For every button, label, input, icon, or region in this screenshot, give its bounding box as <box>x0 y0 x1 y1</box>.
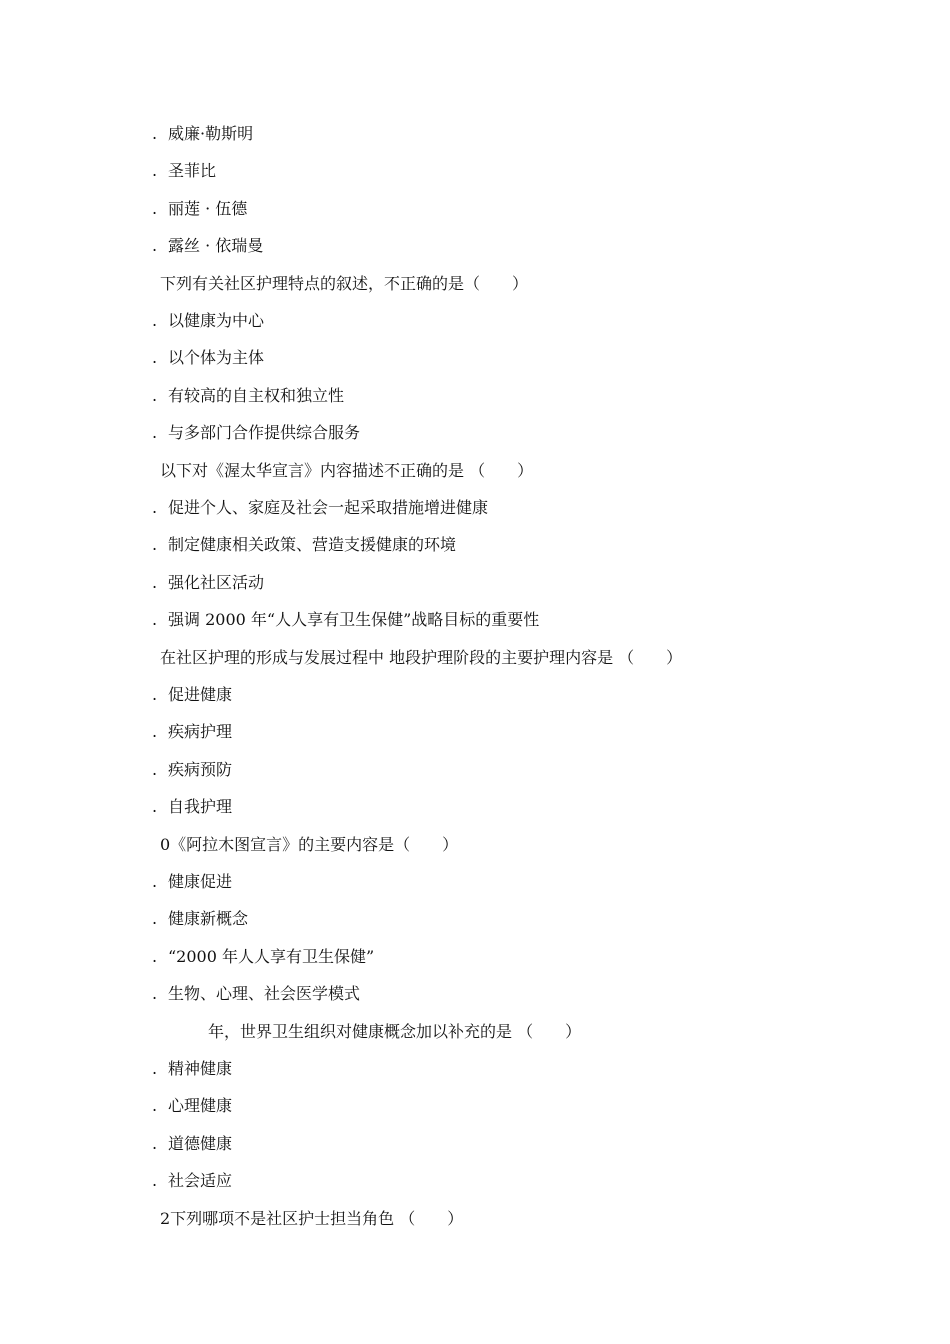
question-text: 0《阿拉木图宣言》的主要内容是（ ） <box>160 834 459 854</box>
option-item <box>152 311 264 331</box>
option-bullet: . <box>152 722 158 742</box>
option-bullet: . <box>152 124 158 143</box>
option-text: 与多部门合作提供综合服务 <box>168 423 361 443</box>
option-bullet: . <box>152 535 158 555</box>
option-text: 精神健康 <box>168 1059 233 1078</box>
option-bullet: . <box>152 161 158 181</box>
option-text: 社会适应 <box>168 1171 233 1191</box>
option-bullet: . <box>152 572 158 592</box>
option-text: 疾病预防 <box>168 759 233 779</box>
option-text: 道德健康 <box>168 1133 233 1153</box>
option-text: “2000 年人人享有卫生保健” <box>168 946 375 966</box>
option-item <box>152 947 374 967</box>
option-text: 以个体为主体 <box>168 348 265 368</box>
option-text: 促进个人、家庭及社会一起采取措施增进健康 <box>168 498 489 517</box>
question-text: 2下列哪项不是社区护士担当角色 （ ） <box>160 1208 464 1228</box>
option-item <box>152 797 232 817</box>
option-text: 有较高的自主权和独立性 <box>168 385 345 405</box>
option-text: 健康促进 <box>168 872 233 891</box>
option-item <box>152 872 232 892</box>
option-text: 自我护理 <box>168 797 233 817</box>
option-text: 生物、心理、社会医学模式 <box>168 984 361 1004</box>
option-text: 强调 2000 年“人人享有卫生保健”战略目标的重要性 <box>168 610 540 630</box>
option-bullet: . <box>152 498 158 517</box>
option-bullet: . <box>152 946 158 966</box>
option-bullet: . <box>152 759 158 779</box>
option-item <box>152 236 263 256</box>
option-item <box>152 610 539 630</box>
option-item <box>152 685 232 705</box>
option-text: 促进健康 <box>168 685 233 704</box>
option-bullet: . <box>152 610 158 630</box>
option-item <box>152 1171 232 1191</box>
option-text: 制定健康相关政策、营造支援健康的环境 <box>168 535 457 555</box>
option-bullet: . <box>152 909 158 929</box>
option-item <box>152 423 360 443</box>
option-item <box>152 1134 232 1154</box>
question-text: 以下对《渥太华宣言》内容描述不正确的是 （ ） <box>160 460 534 480</box>
option-bullet: . <box>152 797 158 817</box>
option-item <box>152 909 248 929</box>
option-item <box>152 722 232 742</box>
option-bullet: . <box>152 984 158 1004</box>
option-text: 疾病护理 <box>168 722 233 742</box>
option-text: 丽莲 · 伍德 <box>168 198 248 218</box>
option-item <box>152 535 456 555</box>
option-item <box>152 199 247 219</box>
question-text: 下列有关社区护理特点的叙述，不正确的是（ ） <box>160 273 529 293</box>
option-bullet: . <box>152 236 158 256</box>
option-text: 圣菲比 <box>168 161 217 181</box>
question-text: 在社区护理的形成与发展过程中 地段护理阶段的主要护理内容是 （ ） <box>160 647 683 667</box>
option-bullet: . <box>152 385 158 405</box>
option-bullet: . <box>152 1096 158 1116</box>
option-text: 以健康为中心 <box>168 311 265 330</box>
option-item <box>152 124 253 144</box>
option-text: 健康新概念 <box>168 909 249 929</box>
option-item <box>152 1096 232 1116</box>
option-text: 心理健康 <box>168 1096 233 1116</box>
option-bullet: . <box>152 1133 158 1153</box>
option-bullet: . <box>152 685 158 704</box>
option-item <box>152 161 216 181</box>
option-item <box>152 498 488 518</box>
option-item <box>152 1059 232 1079</box>
option-bullet: . <box>152 311 158 330</box>
option-item <box>152 760 232 780</box>
option-text: 强化社区活动 <box>168 572 265 592</box>
option-bullet: . <box>152 423 158 443</box>
option-item <box>152 573 264 593</box>
option-bullet: . <box>152 198 158 218</box>
option-item <box>152 386 344 406</box>
option-text: 露丝 · 依瑞曼 <box>168 236 264 256</box>
question-text: 年，世界卫生组织对健康概念加以补充的是 （ ） <box>208 1021 582 1041</box>
option-bullet: . <box>152 348 158 368</box>
option-item <box>152 984 360 1004</box>
option-bullet: . <box>152 872 158 891</box>
option-bullet: . <box>152 1059 158 1078</box>
option-text: 威廉·勒斯明 <box>168 124 254 143</box>
option-bullet: . <box>152 1171 158 1191</box>
option-item <box>152 348 264 368</box>
